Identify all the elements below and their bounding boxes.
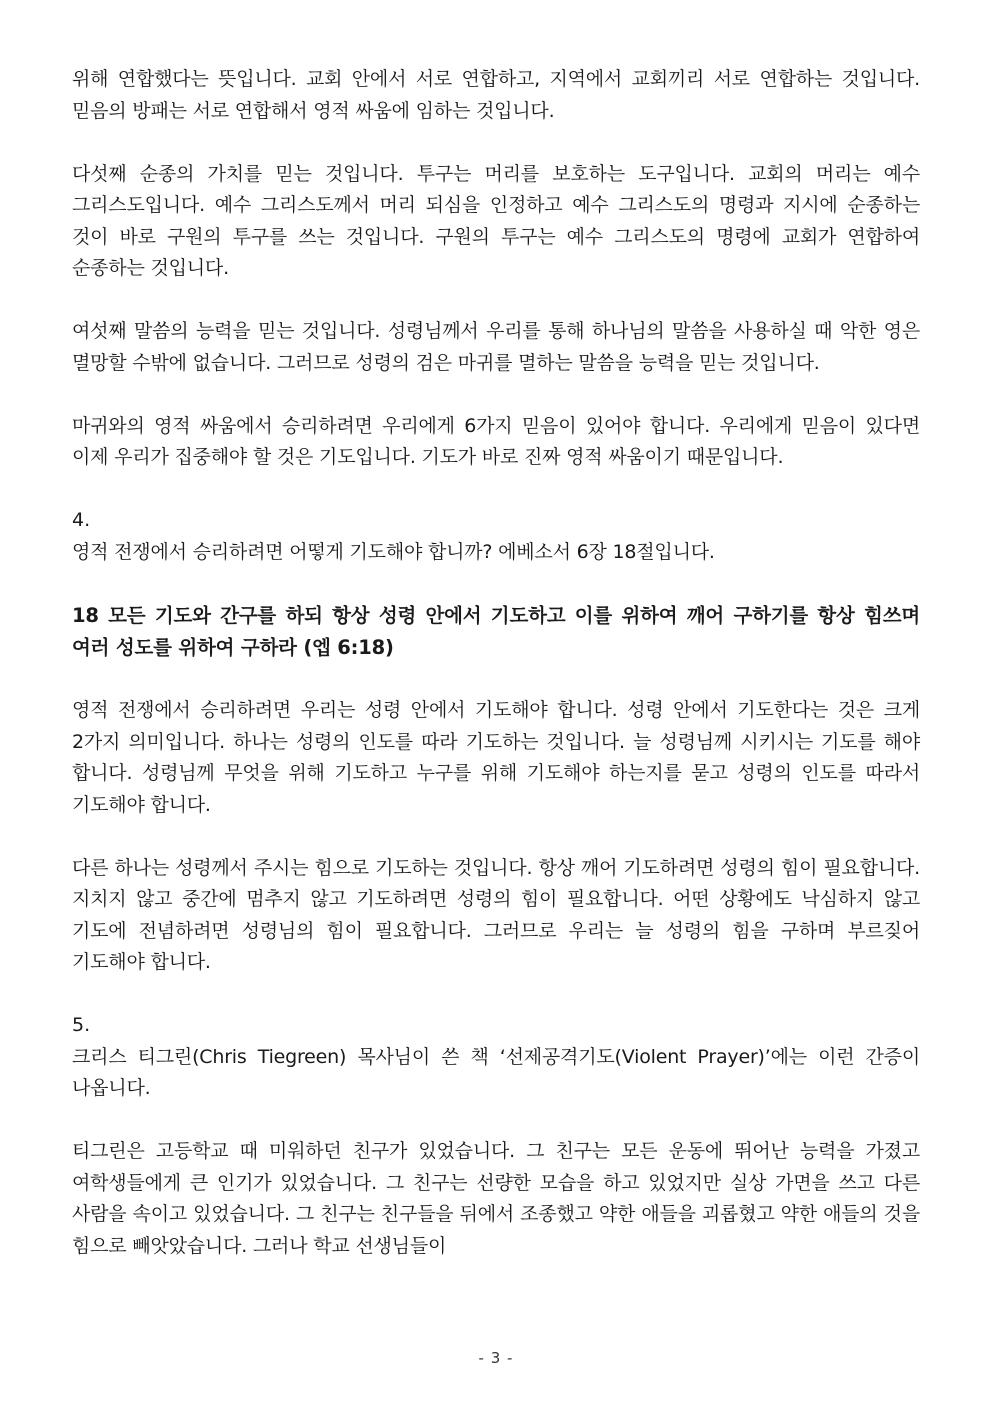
section-4-question: 영적 전쟁에서 승리하려면 어떻게 기도해야 합니까? 에베소서 6장 18절입니다. bbox=[72, 540, 715, 563]
section-number-5: 5. bbox=[72, 1014, 91, 1036]
section-number-4: 4. bbox=[72, 509, 91, 531]
paragraph-unity: 위해 연합했다는 뜻입니다. 교회 안에서 서로 연합하고, 지역에서 교회끼리 서로 연합하는 것입니다. 믿음의 방패는 서로 연합해서 영적 싸움에 임하는 것입니다. bbox=[72, 68, 920, 122]
paragraph-obedience: 다섯째 순종의 가치를 믿는 것입니다. 투구는 머리를 보호하는 도구입니다. 교회의 머리는 예수 그리스도입니다. 예수 그리스도께서 머리 되심을 인정하고 예수 그리스도의 명령과 지시에 순종하는 것이 바로 구원의 투구를 쓰는 것입니다. 구원의 투구는 예수 그리스도의 명령에 교회가 연합하여 순종하는 것입니다. bbox=[72, 162, 920, 279]
paragraph-spirit-power: 다른 하나는 성령께서 주시는 힘으로 기도하는 것입니다. 항상 깨어 기도하려면 성령의 힘이 필요합니다. 지치지 않고 중간에 멈추지 않고 기도하려면 성령의 힘이 필요합니다. 어떤 상황에도 낙심하지 않고 기도에 전념하려면 성령님의 힘이 필요합니다. 그러므로 우리는 늘 성령의 힘을 구하며 부르짖어 기도해야 합니다. bbox=[72, 856, 920, 973]
document-page bbox=[72, 64, 920, 1294]
bible-verse: 18 모든 기도와 간구를 하되 항상 성령 안에서 기도하고 이를 위하여 깨어 구하기를 항상 힘쓰며 여러 성도를 위하여 구하라 (엡 6:18) bbox=[72, 603, 920, 659]
paragraph-six-faiths: 마귀와의 영적 싸움에서 승리하려면 우리에게 6가지 믿음이 있어야 합니다. 우리에게 믿음이 있다면 이제 우리가 집중해야 할 것은 기도입니다. 기도가 바로 진짜 영적 싸움이기 때문입니다. bbox=[72, 414, 920, 468]
paragraph-testimony: 티그린은 고등학교 때 미워하던 친구가 있었습니다. 그 친구는 모든 운동에 뛰어난 능력을 가졌고 여학생들에게 큰 인기가 있었습니다. 그 친구는 선량한 모습을 하고 있었지만 실상 가면을 쓰고 다른 사람을 속이고 있었습니다. 그 친구는 친구들을 뒤에서 조종했고 약한 애들을 괴롭혔고 약한 애들의 것을 힘으로 빼앗았습니다. 그러나 학교 선생님들이 bbox=[72, 1140, 920, 1257]
paragraph-word-power: 여섯째 말씀의 능력을 믿는 것입니다. 성령님께서 우리를 통해 하나님의 말씀을 사용하실 때 악한 영은 멸망할 수밖에 없습니다. 그러므로 성령의 검은 마귀를 멸하는 말씀을 능력을 믿는 것입니다. bbox=[72, 320, 920, 374]
section-5-intro: 크리스 티그린(Chris Tiegreen) 목사님이 쓴 책 ‘선제공격기도(Violent Prayer)’에는 이런 간증이 나옵니다. bbox=[72, 1045, 920, 1099]
page-number: - 3 - bbox=[478, 1349, 514, 1367]
paragraph-spirit-guidance: 영적 전쟁에서 승리하려면 우리는 성령 안에서 기도해야 합니다. 성령 안에서 기도한다는 것은 크게 2가지 의미입니다. 하나는 성령의 인도를 따라 기도하는 것입니다. 늘 성령님께 시키시는 기도를 해야 합니다. 성령님께 무엇을 위해 기도하고 누구를 위해 기도해야 하는지를 묻고 성령의 인도를 따라서 기도해야 합니다. bbox=[72, 699, 920, 816]
